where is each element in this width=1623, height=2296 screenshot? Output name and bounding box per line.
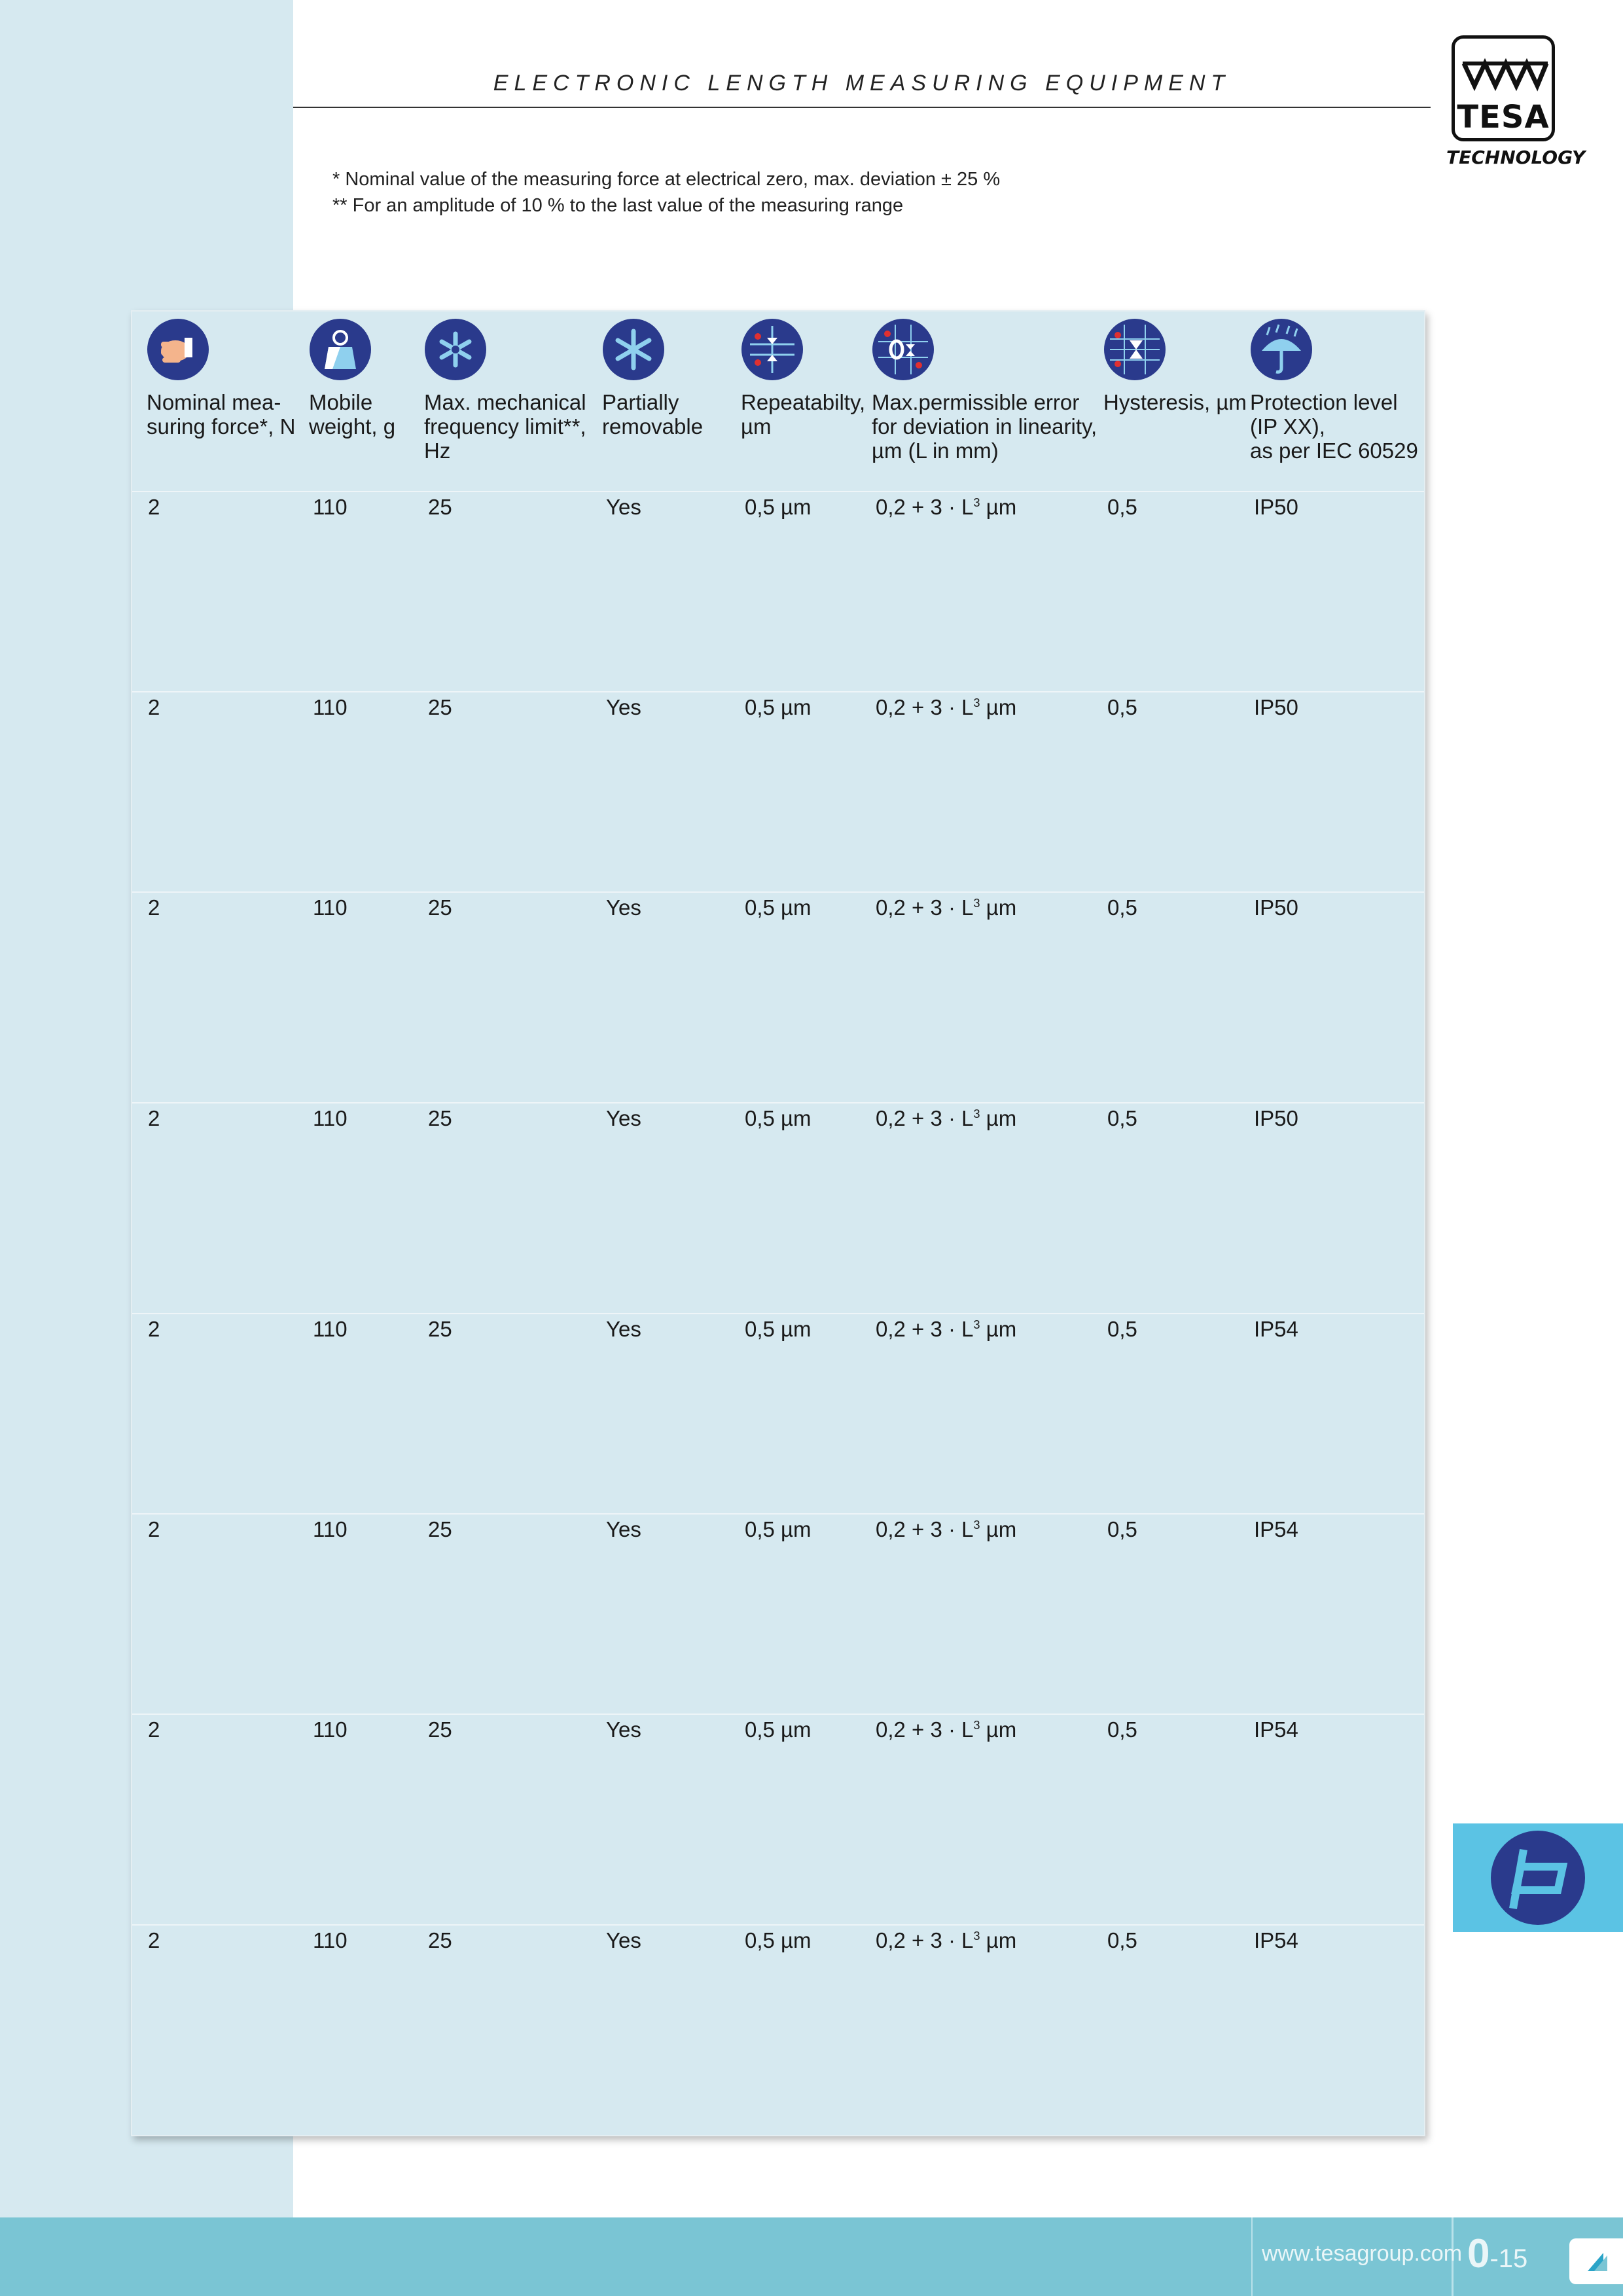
footnote-2: ** For an amplitude of 10 % to the last value of the measuring range <box>332 195 904 216</box>
table-cell: 2 <box>148 895 160 920</box>
linearity-exponent: 3 <box>973 1318 980 1331</box>
table-cell: 2 <box>148 1928 160 1952</box>
linearity-formula: 0,2 + 3 · L <box>876 1717 974 1742</box>
footer-url[interactable]: www.tesagroup.com <box>1262 2241 1463 2266</box>
table-cell: 0,5 <box>1107 1106 1137 1130</box>
linearity-unit: µm <box>980 1317 1017 1341</box>
table-cell: IP54 <box>1254 1317 1298 1341</box>
table-cell: 110 <box>313 695 348 719</box>
table-cell: 25 <box>428 1928 452 1952</box>
tesa-logo-brand: TESA <box>1457 99 1550 135</box>
table-cell: IP54 <box>1254 1517 1298 1541</box>
table-cell: 0,5 <box>1107 1517 1137 1541</box>
row-divider <box>132 1102 1424 1103</box>
table-cell: 25 <box>428 1106 452 1130</box>
table-cell: 25 <box>428 1517 452 1541</box>
column-header: Max.permissible error for deviation in linearity, µm (L in mm) <box>872 390 1097 463</box>
column-header: Partially removable <box>602 390 704 439</box>
row-divider <box>132 1513 1424 1515</box>
table-cell: 25 <box>428 695 452 719</box>
table-cell: 110 <box>313 1517 348 1541</box>
table-cell: Yes <box>606 1106 641 1130</box>
table-cell: 0,5 <box>1107 1717 1137 1742</box>
footer-separator <box>1251 2217 1253 2296</box>
linearity-formula: 0,2 + 3 · L <box>876 495 974 519</box>
table-cell: 0,5 µm <box>745 1517 812 1541</box>
table-cell: 110 <box>313 495 348 519</box>
tesa-logo-box <box>1452 35 1555 141</box>
linearity-exponent: 3 <box>973 1929 980 1943</box>
linearity-unit: µm <box>980 1517 1017 1541</box>
linearity-unit: µm <box>980 895 1017 920</box>
section-probe-icon <box>1453 1823 1623 1932</box>
table-cell: 2 <box>148 1517 160 1541</box>
table-cell <box>876 1928 1016 1953</box>
linearity-exponent: 3 <box>973 1719 980 1732</box>
table-cell: 0,5 <box>1107 695 1137 719</box>
table-cell: 110 <box>313 895 348 920</box>
footnotes <box>332 166 1000 219</box>
frequency-icon <box>424 318 487 381</box>
linearity-exponent: 3 <box>973 897 980 910</box>
table-cell: 0,5 µm <box>745 1928 812 1952</box>
linearity-unit: µm <box>980 495 1017 519</box>
linearity-unit: µm <box>980 1106 1017 1130</box>
linearity-exponent: 3 <box>973 696 980 709</box>
table-cell: 0,5 µm <box>745 895 812 920</box>
column-header: Hysteresis, µm <box>1103 390 1247 414</box>
hysteresis-icon <box>1103 318 1166 381</box>
table-cell: IP50 <box>1254 895 1298 920</box>
table-cell: Yes <box>606 1517 641 1541</box>
page-number-major: 0 <box>1467 2231 1490 2276</box>
table-cell: IP50 <box>1254 695 1298 719</box>
linearity-formula: 0,2 + 3 · L <box>876 1106 974 1130</box>
table-cell <box>876 1106 1016 1131</box>
table-cell: 110 <box>313 1717 348 1742</box>
linearity-formula: 0,2 + 3 · L <box>876 1928 974 1952</box>
row-divider <box>132 1313 1424 1314</box>
table-cell: 110 <box>313 1928 348 1952</box>
linearity-unit: µm <box>980 1717 1017 1742</box>
linearity-unit: µm <box>980 695 1017 719</box>
table-cell: IP50 <box>1254 1106 1298 1130</box>
table-cell: 25 <box>428 495 452 519</box>
table-cell: IP50 <box>1254 495 1298 519</box>
table-cell: IP54 <box>1254 1928 1298 1952</box>
table-cell <box>876 1517 1016 1542</box>
linearity-exponent: 3 <box>973 1518 980 1532</box>
column-header: Nominal mea- suring force*, N <box>147 390 296 439</box>
linearity-exponent: 3 <box>973 1107 980 1121</box>
table-cell: Yes <box>606 495 641 519</box>
table-cell: 0,5 µm <box>745 1317 812 1341</box>
linearity-error-icon <box>872 318 935 381</box>
table-cell: 2 <box>148 695 160 719</box>
page-number <box>1467 2231 1527 2277</box>
footer-corner-badge <box>1569 2238 1623 2284</box>
table-cell: 2 <box>148 1317 160 1341</box>
row-divider <box>132 1713 1424 1715</box>
table-cell: 0,5 <box>1107 1317 1137 1341</box>
table-cell: 25 <box>428 895 452 920</box>
hand-force-icon <box>147 318 209 381</box>
linearity-exponent: 3 <box>973 496 980 509</box>
table-cell: 0,5 µm <box>745 695 812 719</box>
table-cell: 0,5 µm <box>745 1717 812 1742</box>
table-cell: 110 <box>313 1106 348 1130</box>
linearity-formula: 0,2 + 3 · L <box>876 695 974 719</box>
page-number-minor: -15 <box>1489 2244 1528 2273</box>
table-cell: IP54 <box>1254 1717 1298 1742</box>
row-divider <box>132 491 1424 492</box>
weight-icon <box>309 318 372 381</box>
linearity-formula: 0,2 + 3 · L <box>876 1517 974 1541</box>
row-divider <box>132 691 1424 692</box>
repeatability-icon <box>741 318 804 381</box>
table-cell: 2 <box>148 1717 160 1742</box>
column-header: Protection level (IP XX), as per IEC 60529 <box>1250 390 1418 463</box>
table-cell: Yes <box>606 1928 641 1952</box>
table-cell: Yes <box>606 695 641 719</box>
table-cell <box>876 495 1016 520</box>
table-cell: Yes <box>606 895 641 920</box>
side-section-tab[interactable] <box>1453 1823 1623 1932</box>
tesa-logo-mark-icon <box>1455 44 1552 96</box>
column-header: Repeatabilty, µm <box>741 390 866 439</box>
table-cell: 0,5 <box>1107 495 1137 519</box>
footnote-1: * Nominal value of the measuring force at electrical zero, max. deviation ± 25 % <box>332 169 1001 190</box>
removable-icon <box>602 318 665 381</box>
table-cell: 0,5 µm <box>745 1106 812 1130</box>
row-divider <box>132 1924 1424 1926</box>
umbrella-icon <box>1250 318 1313 381</box>
table-cell: 0,5 <box>1107 1928 1137 1952</box>
column-header: Max. mechanical frequency limit**, Hz <box>424 390 586 463</box>
linearity-unit: µm <box>980 1928 1017 1952</box>
table-cell: 25 <box>428 1717 452 1742</box>
table-cell <box>876 695 1016 720</box>
header-rule <box>293 107 1431 108</box>
linearity-formula: 0,2 + 3 · L <box>876 1317 974 1341</box>
table-cell <box>876 895 1016 920</box>
table-cell: Yes <box>606 1317 641 1341</box>
tesa-logo-subtitle: TECHNOLOGY <box>1446 147 1586 168</box>
table-cell: Yes <box>606 1717 641 1742</box>
tesa-logo <box>1446 33 1586 177</box>
page-header-title: ELECTRONIC LENGTH MEASURING EQUIPMENT <box>493 71 1231 96</box>
table-cell <box>876 1317 1016 1342</box>
table-cell: 25 <box>428 1317 452 1341</box>
table-cell: 110 <box>313 1317 348 1341</box>
tesa-corner-icon <box>1569 2238 1623 2284</box>
column-header: Mobile weight, g <box>309 390 396 439</box>
row-divider <box>132 891 1424 893</box>
table-cell: 2 <box>148 1106 160 1130</box>
table-cell: 2 <box>148 495 160 519</box>
specifications-table <box>131 310 1425 2136</box>
table-cell: 0,5 <box>1107 895 1137 920</box>
table-cell <box>876 1717 1016 1742</box>
linearity-formula: 0,2 + 3 · L <box>876 895 974 920</box>
table-cell: 0,5 µm <box>745 495 812 519</box>
